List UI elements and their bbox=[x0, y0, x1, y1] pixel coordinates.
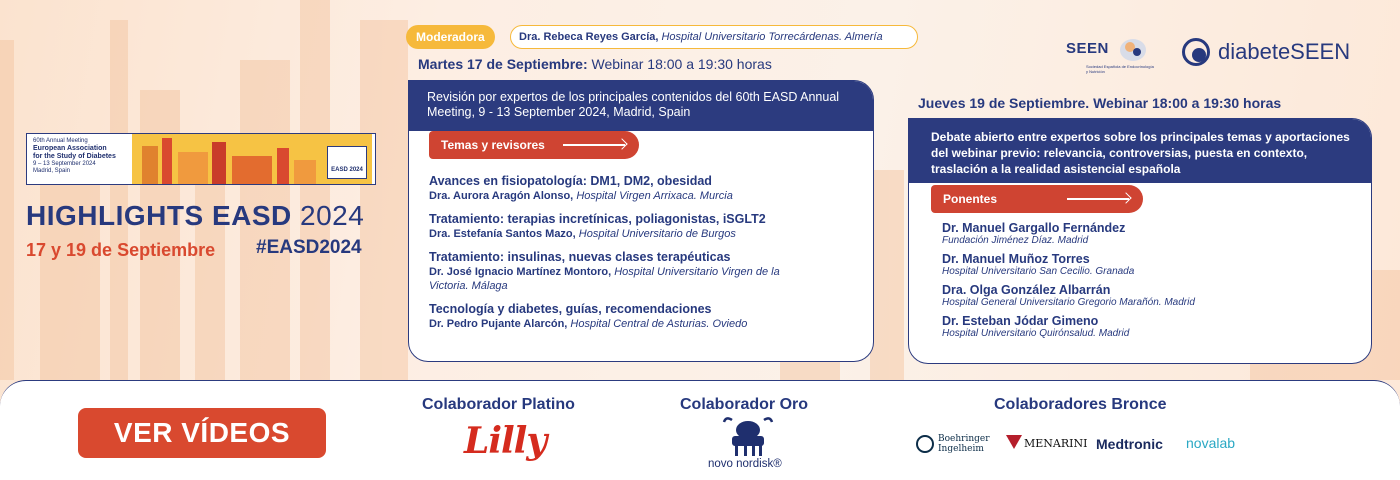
speaker-name: Dra. Aurora Aragón Alonso, bbox=[429, 190, 574, 202]
diabeteseen-mark-icon bbox=[1182, 38, 1210, 66]
arrow-right-icon bbox=[1067, 198, 1129, 200]
moderator-affiliation: Hospital Universitario Torrecárdenas. Almería bbox=[661, 31, 883, 43]
title-text: HIGHLIGHTS EASD bbox=[26, 200, 292, 231]
event-hashtag: #EASD2024 bbox=[256, 237, 362, 258]
gold-label: Colaborador Oro bbox=[680, 396, 809, 413]
seen-logo bbox=[1066, 40, 1154, 74]
moderator-name: Dra. Rebeca Reyes García, bbox=[519, 31, 659, 43]
easd-banner-text bbox=[33, 138, 116, 175]
lilly-logo: Lilly bbox=[464, 420, 547, 462]
list-item bbox=[942, 252, 1362, 278]
highlights-title bbox=[26, 200, 364, 232]
medtronic-logo: Medtronic bbox=[1096, 436, 1163, 452]
platinum-label: Colaborador Platino bbox=[422, 396, 575, 413]
diabeteseen-logo-text: diabeteSEEN bbox=[1218, 39, 1351, 64]
session1-time: Webinar 18:00 a 19:30 horas bbox=[591, 56, 772, 72]
speaker-affiliation: Hospital Universitario Virgen de la Victoria. Málaga bbox=[429, 266, 780, 292]
speaker-affiliation: Hospital Universitario de Burgos bbox=[578, 228, 736, 240]
event-dates: 17 y 19 de Septiembre bbox=[26, 240, 216, 260]
apis-bull-icon bbox=[708, 414, 788, 458]
session2-description: Debate abierto entre expertos sobre los principales temas y aportaciones del webinar previo: relevancia, controversias, puesta en contexto, traslación a la realidad asistencial española bbox=[909, 119, 1371, 183]
boehringer-icon bbox=[916, 435, 934, 453]
novalab-logo: novalab bbox=[1186, 435, 1236, 451]
topics-tag bbox=[429, 131, 639, 159]
speakers-tag-label: Ponentes bbox=[943, 192, 998, 206]
list-item bbox=[942, 221, 1362, 247]
easd-banner bbox=[26, 133, 376, 185]
speaker-name: Dr. Manuel Gargallo Fernández bbox=[942, 221, 1126, 235]
list-item bbox=[429, 174, 809, 203]
banner-line: 9 – 13 September 2024 bbox=[33, 161, 96, 167]
bronze-label: Colaboradores Bronce bbox=[994, 396, 1167, 413]
boehringer-logo bbox=[916, 434, 988, 454]
speaker-affiliation: Hospital Virgen Arrixaca. Murcia bbox=[576, 190, 733, 202]
topic-speaker bbox=[429, 265, 809, 293]
list-item bbox=[429, 302, 809, 331]
list-item bbox=[942, 283, 1362, 309]
list-item bbox=[429, 212, 809, 241]
topic-speaker bbox=[429, 317, 809, 331]
boehringer-text: Boehringer Ingelheim bbox=[938, 434, 990, 454]
topic-speaker bbox=[429, 189, 809, 203]
novo-nordisk-logo bbox=[708, 414, 788, 472]
speaker-affiliation: Hospital General Universitario Gregorio Marañón. Madrid bbox=[942, 297, 1195, 308]
speaker-affiliation: Hospital Central de Asturias. Oviedo bbox=[570, 318, 748, 330]
speakers-list bbox=[942, 221, 1362, 345]
speaker-name: Dr. José Ignacio Martínez Montoro, bbox=[429, 266, 612, 278]
banner-line: 60th Annual Meeting bbox=[33, 138, 88, 144]
speaker-affiliation: Hospital Universitario San Cecilio. Granada bbox=[942, 266, 1135, 277]
moderator-label: Moderadora bbox=[406, 25, 495, 49]
session2-card bbox=[908, 118, 1372, 364]
speakers-tag bbox=[931, 185, 1143, 213]
session1-card bbox=[408, 80, 874, 362]
session1-description: Revisión por expertos de los principales contenidos del 60th EASD Annual Meeting, 9 - 13 September 2024, Madrid, Spain bbox=[409, 81, 873, 131]
banner-line: Madrid, Spain bbox=[33, 168, 71, 174]
speaker-name: Dr. Esteban Jódar Gimeno bbox=[942, 314, 1099, 328]
session1-date bbox=[418, 56, 772, 72]
ver-videos-button[interactable]: VER VÍDEOS bbox=[78, 408, 326, 458]
speaker-name: Dra. Estefanía Santos Mazo, bbox=[429, 228, 576, 240]
topics-list bbox=[429, 174, 809, 340]
speaker-name: Dr. Manuel Muñoz Torres bbox=[942, 252, 1090, 266]
novo-nordisk-text: novo nordisk® bbox=[708, 458, 782, 470]
speaker-affiliation: Fundación Jiménez Díaz. Madrid bbox=[942, 235, 1089, 246]
menarini-icon bbox=[1006, 435, 1022, 449]
banner-line: European Association bbox=[33, 145, 107, 152]
speaker-name: Dr. Pedro Pujante Alarcón, bbox=[429, 318, 568, 330]
speaker-affiliation: Hospital Universitario Quirónsalud. Madrid bbox=[942, 328, 1130, 339]
moderator-box bbox=[510, 25, 918, 49]
banner-line: for the Study of Diabetes bbox=[33, 153, 116, 160]
title-year: 2024 bbox=[300, 200, 365, 231]
seen-logo-mark bbox=[1118, 37, 1148, 63]
seen-logo-text: SEEN bbox=[1066, 40, 1109, 57]
topic-title: Tecnología y diabetes, guías, recomendaciones bbox=[429, 302, 712, 316]
topics-tag-label: Temas y revisores bbox=[441, 138, 545, 152]
topic-title: Tratamiento: insulinas, nuevas clases terapéuticas bbox=[429, 250, 731, 264]
easd-2024-badge: EASD 2024 bbox=[327, 146, 367, 179]
menarini-text: MENARINI bbox=[1024, 437, 1088, 450]
list-item bbox=[942, 314, 1362, 340]
seen-logo-subtitle: Sociedad Española de Endocrinología y Nutrición bbox=[1086, 64, 1154, 74]
speaker-name: Dra. Olga González Albarrán bbox=[942, 283, 1111, 297]
topic-title: Avances en fisiopatología: DM1, DM2, obesidad bbox=[429, 174, 712, 188]
menarini-logo bbox=[1006, 437, 1087, 450]
topic-speaker bbox=[429, 227, 809, 241]
arrow-right-icon bbox=[563, 144, 625, 146]
session2-date: Jueves 19 de Septiembre. Webinar 18:00 a 19:30 horas bbox=[918, 95, 1282, 111]
session1-day: Martes 17 de Septiembre: bbox=[418, 56, 588, 72]
list-item bbox=[429, 250, 809, 293]
topic-title: Tratamiento: terapias incretínicas, poliagonistas, iSGLT2 bbox=[429, 212, 766, 226]
